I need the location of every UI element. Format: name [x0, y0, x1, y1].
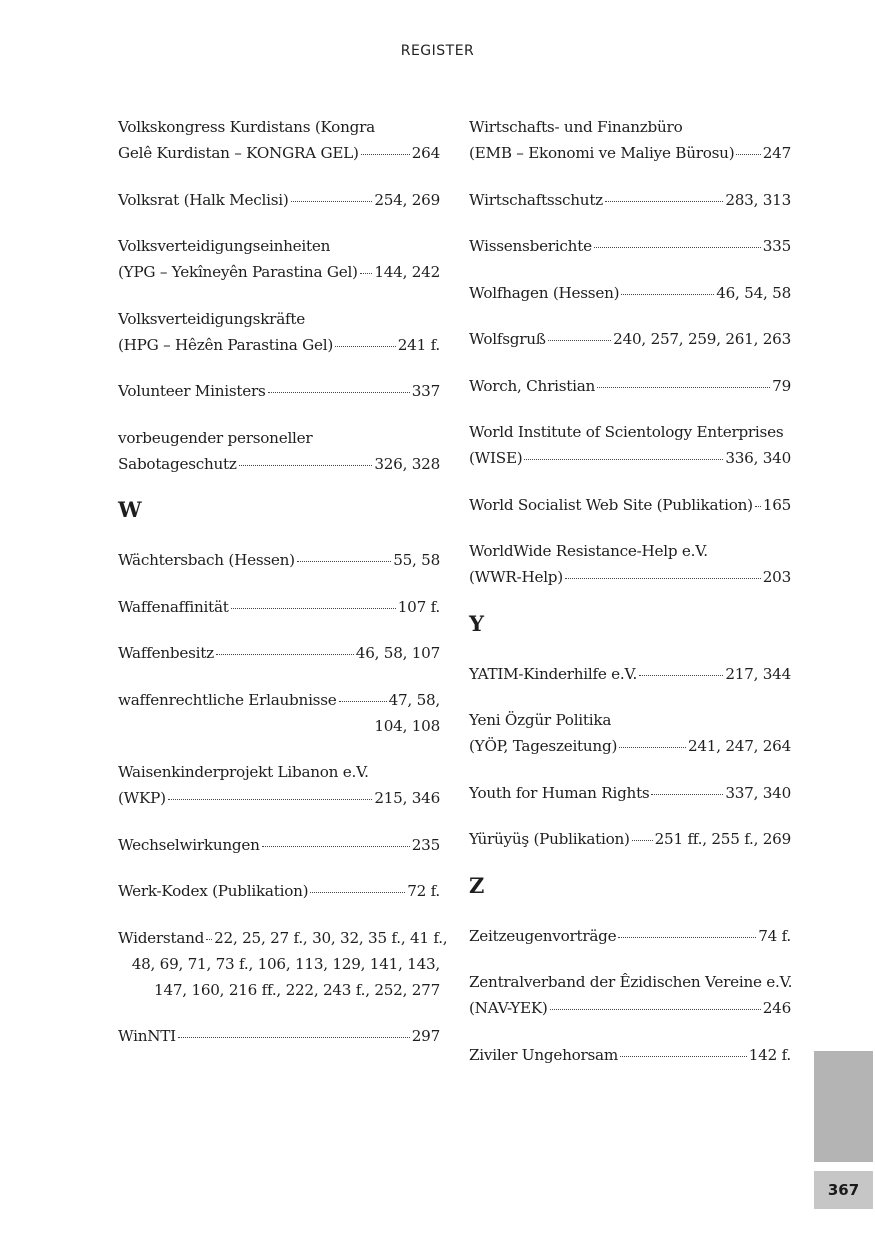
entry-main-row [118, 687, 440, 713]
index-entry [469, 780, 791, 806]
entry-pages: 254, 269 [374, 190, 440, 209]
index-entry [469, 187, 791, 213]
entry-main-row [118, 259, 440, 285]
index-entry [118, 759, 440, 811]
entry-main-row [118, 187, 440, 213]
entry-main-row [469, 564, 791, 590]
entry-term: Volunteer Ministers [118, 382, 266, 400]
entry-pages-continued: 48, 69, 71, 73 f., 106, 113, 129, 141, 143, [131, 954, 440, 973]
entry-main-row [118, 594, 440, 620]
entry-main-row [469, 826, 791, 852]
dot-leader [651, 794, 723, 795]
entry-term: Waffenaffinität [118, 597, 229, 616]
entry-pages: 241 f. [397, 335, 440, 354]
entry-term: (WWR-Help) [469, 568, 563, 586]
section-letter: Z [469, 872, 485, 898]
entry-main-row [118, 451, 440, 477]
entry-main-row [469, 280, 791, 306]
dot-leader [565, 578, 761, 579]
entry-pages: 165 [762, 495, 792, 514]
entry-pages: 240, 257, 259, 261, 263 [613, 330, 791, 348]
dot-leader [360, 273, 373, 274]
dot-leader [239, 465, 373, 466]
entry-main-row [118, 547, 440, 573]
dot-leader [335, 346, 396, 347]
dot-leader [618, 937, 756, 938]
index-entry [469, 969, 791, 1021]
entry-term: Gelê Kurdistan – KONGRA GEL) [118, 144, 359, 162]
dot-leader [361, 154, 410, 155]
entry-main-row [469, 733, 791, 759]
entry-term: Volksrat (Halk Meclisi) [118, 190, 289, 209]
entry-term: (WKP) [118, 789, 166, 807]
dot-leader [639, 675, 723, 676]
index-entry [469, 419, 791, 471]
index-entry [469, 1042, 791, 1068]
entry-pages: 326, 328 [374, 454, 440, 473]
index-entry [118, 306, 440, 358]
entry-main-row [469, 445, 791, 471]
entry-pages: 74 f. [758, 926, 791, 945]
entry-term: (YÖP, Tageszeitung) [469, 737, 618, 755]
index-column-right [469, 114, 791, 1088]
dot-leader [262, 846, 410, 847]
dot-leader [621, 294, 714, 295]
entry-term: Wächtersbach (Hessen) [118, 551, 295, 569]
entry-pages: 79 [772, 376, 791, 395]
entry-term: Wolfsgruß [469, 330, 546, 348]
entry-pages: 264 [411, 144, 440, 162]
entry-term: Youth for Human Rights [469, 783, 650, 802]
entry-term: Widerstand [118, 928, 205, 947]
dot-leader [310, 892, 405, 893]
index-entry [469, 492, 791, 518]
entry-term: (WISE) [469, 449, 523, 467]
dot-leader [297, 561, 391, 562]
dot-leader [736, 154, 760, 155]
entry-pages-continued: 104, 108 [374, 716, 440, 735]
dot-leader [620, 1056, 747, 1057]
entry-main-row [469, 326, 791, 352]
index-column-left [118, 114, 448, 1070]
entry-text-line: Volkskongress Kurdistans (Kongra [118, 118, 375, 136]
index-entry [118, 114, 440, 166]
index-entry [469, 233, 791, 259]
entry-pages: 337 [411, 382, 440, 400]
entry-main-row [469, 492, 791, 518]
index-entry [469, 280, 791, 306]
entry-text-line: Wirtschafts- und Finanzbüro [469, 118, 683, 136]
entry-pages: 217, 344 [725, 664, 791, 683]
index-entry [118, 233, 440, 285]
entry-pages: 247 [762, 144, 791, 162]
index-entry [118, 187, 440, 213]
dot-leader [339, 701, 387, 702]
entry-pages: 107 f. [397, 597, 440, 616]
entry-pages: 144, 242 [374, 263, 440, 281]
entry-term: (YPG – Yekîneyên Parastina Gel) [118, 263, 358, 281]
entry-main-row [118, 332, 440, 358]
entry-term: World Socialist Web Site (Publikation) [469, 495, 753, 514]
index-entry [469, 826, 791, 852]
index-entry [469, 707, 791, 759]
index-entry [469, 661, 791, 687]
index-entry [118, 878, 440, 904]
index-entry [469, 326, 791, 352]
entry-main-row [469, 780, 791, 806]
entry-main-row [469, 373, 791, 399]
entry-main-row [118, 378, 440, 404]
entry-term: (EMB – Ekonomi ve Maliye Bürosu) [469, 144, 735, 162]
dot-leader [268, 392, 410, 393]
entry-term: Wissensberichte [469, 237, 592, 255]
entry-main-row [118, 925, 448, 951]
entry-main-row [469, 187, 791, 213]
index-entry [469, 114, 791, 166]
dot-leader [168, 799, 373, 800]
dot-leader [231, 608, 396, 609]
entry-text-line: Zentralverband der Êzidischen Vereine e.V. [469, 973, 793, 991]
entry-term: Zeitzeugenvorträge [469, 926, 617, 945]
entry-pages: 251 ff., 255 f., 269 [654, 830, 791, 848]
entry-term: Wirtschaftsschutz [469, 190, 603, 209]
entry-term: Werk-Kodex (Publikation) [118, 882, 309, 900]
entry-text-line: Volksverteidigungskräfte [118, 309, 305, 328]
entry-main-row [118, 878, 440, 904]
index-entry [118, 594, 440, 620]
entry-text-line: World Institute of Scientology Enterprises [469, 423, 784, 441]
entry-pages-continued: 147, 160, 216 ff., 222, 243 f., 252, 277 [154, 980, 440, 999]
entry-text-line: WorldWide Resistance-Help e.V. [469, 542, 708, 560]
entry-term: (NAV-YEK) [469, 999, 548, 1017]
entry-pages: 235 [411, 835, 440, 854]
entry-text-line: Waisenkinderprojekt Libanon e.V. [118, 763, 369, 781]
section-letter: W [118, 497, 142, 522]
dot-leader [548, 340, 612, 341]
entry-text-line: vorbeugender personeller [118, 428, 313, 447]
section-letter: Y [469, 610, 484, 636]
entry-pages: 215, 346 [374, 789, 440, 807]
entry-term: Wolfhagen (Hessen) [469, 283, 620, 302]
entry-term: (HPG – Hêzên Parastina Gel) [118, 335, 334, 354]
thumb-index-tab [814, 1051, 873, 1162]
entry-main-row [118, 140, 440, 166]
index-entry [118, 640, 440, 666]
entry-pages: 335 [762, 237, 791, 255]
entry-main-row [469, 233, 791, 259]
index-entry [118, 925, 448, 1003]
entry-main-row [118, 1023, 440, 1049]
entry-pages: 72 f. [407, 882, 440, 900]
entry-main-row [118, 785, 440, 811]
dot-leader [216, 654, 354, 655]
dot-leader [632, 840, 653, 841]
index-entry [469, 538, 791, 590]
entry-term: Worch, Christian [469, 376, 596, 395]
entry-pages: 337, 340 [725, 783, 791, 802]
dot-leader [206, 939, 212, 940]
dot-leader [550, 1009, 761, 1010]
entry-pages: 142 f. [748, 1045, 791, 1064]
index-entry [469, 923, 791, 949]
entry-term: Sabotageschutz [118, 454, 237, 473]
entry-pages: 22, 25, 27 f., 30, 32, 35 f., 41 f., [214, 928, 448, 947]
entry-pages: 246 [762, 999, 791, 1017]
index-entry [118, 687, 440, 739]
entry-term: Waffenbesitz [118, 644, 214, 662]
entry-main-row [469, 995, 791, 1021]
index-entry [469, 373, 791, 399]
dot-leader [605, 201, 723, 202]
dot-leader [524, 459, 723, 460]
index-entry [118, 378, 440, 404]
entry-main-row [469, 1042, 791, 1068]
dot-leader [291, 201, 373, 202]
entry-term: WinNTI [118, 1027, 176, 1045]
entry-pages: 283, 313 [725, 190, 791, 209]
index-entry [118, 1023, 440, 1049]
running-header: REGISTER [400, 43, 475, 59]
entry-text-line: Yeni Özgür Politika [469, 711, 612, 729]
dot-leader [594, 247, 761, 248]
entry-main-row [118, 832, 440, 858]
dot-leader [755, 506, 761, 507]
entry-text-line: Volksverteidigungseinheiten [118, 237, 331, 255]
entry-main-row [469, 923, 791, 949]
entry-pages: 55, 58 [393, 551, 440, 569]
entry-term: Ziviler Ungehorsam [469, 1045, 619, 1064]
index-entry [118, 425, 440, 477]
entry-term: waffenrechtliche Erlaubnisse [118, 690, 337, 709]
page-number: 367 [814, 1171, 873, 1209]
entry-pages: 47, 58, [388, 690, 440, 709]
entry-term: Wechselwirkungen [118, 835, 260, 854]
entry-term: Yürüyüş (Publikation) [469, 830, 630, 848]
index-entry [118, 547, 440, 573]
entry-main-row [118, 640, 440, 666]
dot-leader [597, 387, 770, 388]
index-entry [118, 832, 440, 858]
dot-leader [619, 747, 686, 748]
entry-main-row [469, 661, 791, 687]
dot-leader [178, 1037, 410, 1038]
entry-pages: 46, 58, 107 [355, 644, 440, 662]
entry-pages: 297 [411, 1027, 440, 1045]
entry-main-row [469, 140, 791, 166]
entry-pages: 241, 247, 264 [687, 737, 791, 755]
entry-term: YATIM-Kinderhilfe e.V. [469, 664, 638, 683]
entry-pages: 46, 54, 58 [716, 283, 791, 302]
entry-pages: 336, 340 [725, 449, 791, 467]
entry-pages: 203 [762, 568, 791, 586]
